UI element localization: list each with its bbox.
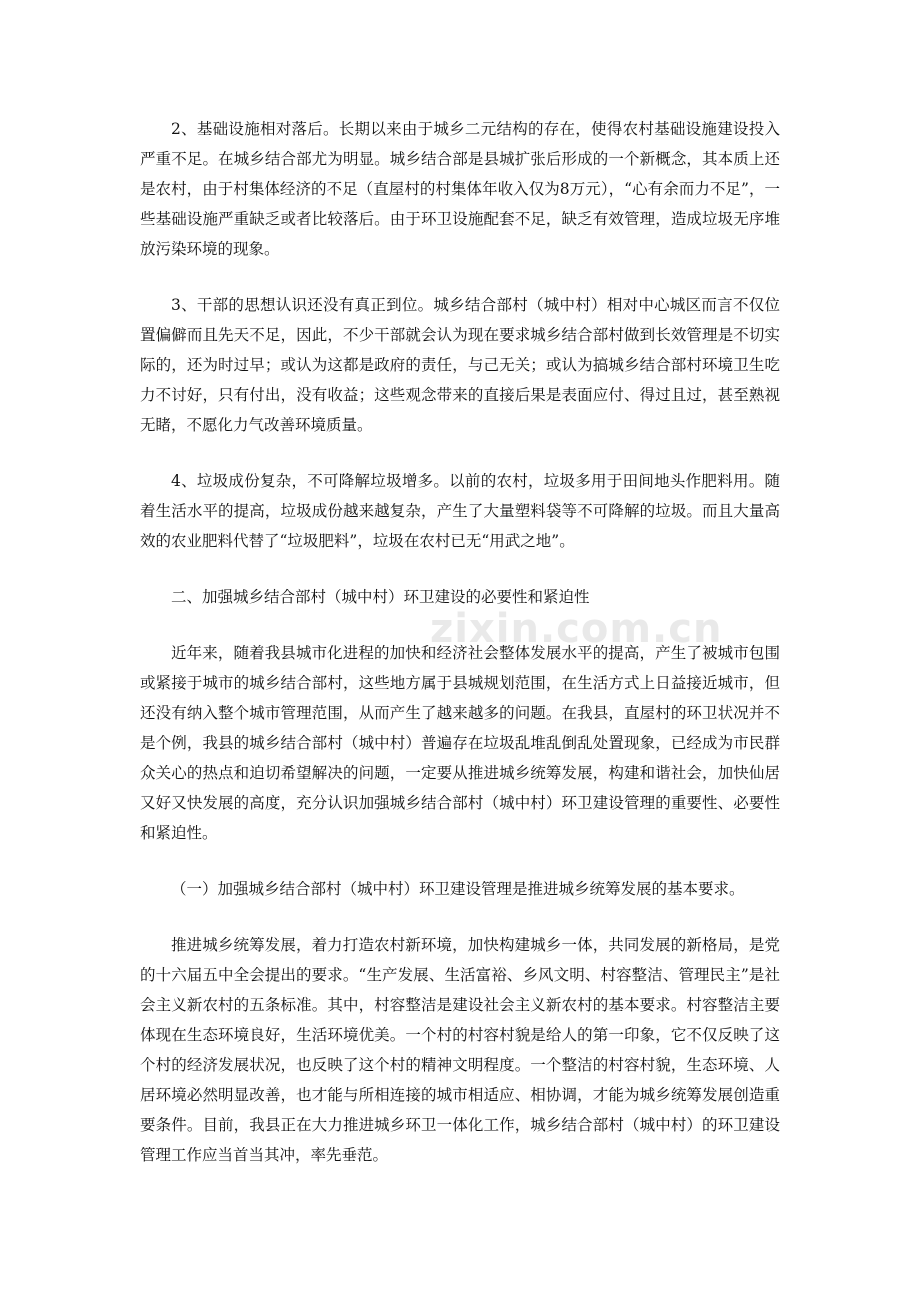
document-body — [140, 114, 780, 1196]
paragraph-infrastructure: 2、基础设施相对落后。长期以来由于城乡二元结构的存在，使得农村基础设施建设投入严重不足。在城乡结合部尤为明显。城乡结合部是县城扩张后形成的一个新概念，其本质上还是农村，由于村集体经济的不足（直屋村的村集体年收入仅为8万元），“心有余而力不足”，一些基础设施严重缺乏或者比较落后。由于环卫设施配套不足，缺乏有效管理，造成垃圾无序堆放污染环境的现象。 — [140, 120, 780, 258]
subsection-heading-1: （一）加强城乡结合部村（城中村）环卫建设管理是推进城乡统筹发展的基本要求。 — [171, 880, 745, 898]
paragraph-cadre-awareness: 3、干部的思想认识还没有真正到位。城乡结合部村（城中村）相对中心城区而言不仅位置偏僻而且先天不足，因此，不少干部就会认为现在要求城乡结合部村做到长效管理是不切实际的，还为时过早；或认为这都是政府的责任，与己无关；或认为搞城乡结合部村环境卫生吃力不讨好，只有付出，没有收益；这些观念带来的直接后果是表面应付、得过且过，甚至熟视无睹，不愿化力气改善环境质量。 — [140, 296, 780, 434]
paragraph-garbage-composition: 4、垃圾成份复杂，不可降解垃圾增多。以前的农村，垃圾多用于田间地头作肥料用。随着生活水平的提高，垃圾成份越来越复杂，产生了大量塑料袋等不可降解的垃圾。而且大量高效的农业肥料代替了“垃圾肥料”，垃圾在农村已无“用武之地”。 — [140, 472, 780, 550]
paragraph-urban-rural-development: 推进城乡统筹发展，着力打造农村新环境，加快构建城乡一体，共同发展的新格局，是党的十六届五中全会提出的要求。“生产发展、生活富裕、乡风文明、村容整洁、管理民主”是社会主义新农村的五条标准。其中，村容整洁是建设社会主义新农村的基本要求。村容整洁主要体现在生态环境良好，生活环境优美。一个村的村容村貌是给人的第一印象，它不仅反映了这个村的经济发展状况，也反映了这个村的精神文明程度。一个整洁的村容村貌，生态环境、人居环境必然明显改善，也才能与所相连接的城市相适应、相协调，才能为城乡统筹发展创造重要条件。目前，我县正在大力推进城乡环卫一体化工作，城乡结合部村（城中村）的环卫建设管理工作应当首当其冲，率先垂范。 — [140, 936, 780, 1164]
watermark-text: zixin.com.cn — [430, 606, 723, 652]
section-heading-2: 二、加强城乡结合部村（城中村）环卫建设的必要性和紧迫性 — [171, 588, 590, 606]
paragraph-recent-years: 近年来，随着我县城市化进程的加快和经济社会整体发展水平的提高，产生了被城市包围或紧接于城市的城乡结合部村，这些地方属于县城规划范围，在生活方式上日益接近城市，但还没有纳入整个城市管理范围，从而产生了越来越多的问题。在我县，直屋村的环卫状况并不是个例，我县的城乡结合部村（城中村）普遍存在垃圾乱堆乱倒乱处置现象，已经成为市民群众关心的热点和迫切希望解决的问题，一定要从推进城乡统筹发展，构建和谐社会，加快仙居又好又快发展的高度，充分认识加强城乡结合部村（城中村）环卫建设管理的重要性、必要性和紧迫性。 — [140, 644, 780, 842]
